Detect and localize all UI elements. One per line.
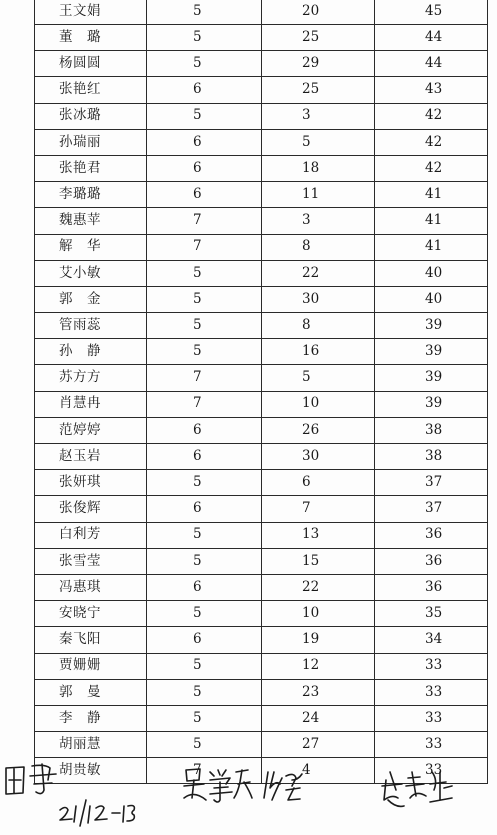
- table-row: [35, 679, 488, 705]
- table-row: [35, 25, 488, 51]
- score-col-2-cell: 24: [262, 705, 375, 731]
- score-col-1-cell: 5: [147, 601, 262, 627]
- score-col-1-cell: 5: [147, 653, 262, 679]
- signature-date: [60, 800, 134, 826]
- score-col-3-cell: 43: [375, 77, 488, 103]
- table-row: [35, 182, 488, 208]
- score-col-3-cell: 39: [375, 313, 488, 339]
- score-col-2-cell: 12: [262, 653, 375, 679]
- score-col-1-cell: 6: [147, 496, 262, 522]
- table-row: [35, 155, 488, 181]
- score-col-1-cell: 5: [147, 51, 262, 77]
- score-col-2-cell: 6: [262, 470, 375, 496]
- score-col-1-cell: 5: [147, 732, 262, 758]
- student-name-cell: 范婷婷: [35, 417, 147, 443]
- score-col-3-cell: 39: [375, 391, 488, 417]
- student-name-cell: 李 静: [35, 705, 147, 731]
- score-col-1-cell: 6: [147, 77, 262, 103]
- student-name-cell: 艾小敏: [35, 260, 147, 286]
- table-row: [35, 574, 488, 600]
- score-col-2-cell: 4: [262, 758, 375, 784]
- score-col-2-cell: 30: [262, 286, 375, 312]
- score-col-1-cell: 5: [147, 705, 262, 731]
- score-col-3-cell: 38: [375, 444, 488, 470]
- score-col-1-cell: 5: [147, 260, 262, 286]
- score-col-1-cell: 6: [147, 129, 262, 155]
- table-row: [35, 260, 488, 286]
- table-row: [35, 0, 488, 25]
- table-row: [35, 208, 488, 234]
- score-col-1-cell: 6: [147, 417, 262, 443]
- table-row: [35, 627, 488, 653]
- score-col-2-cell: 27: [262, 732, 375, 758]
- score-col-3-cell: 33: [375, 732, 488, 758]
- score-col-1-cell: 5: [147, 548, 262, 574]
- table-row: [35, 286, 488, 312]
- score-col-1-cell: 5: [147, 522, 262, 548]
- student-name-cell: 冯惠琪: [35, 574, 147, 600]
- student-name-cell: 肖慧冉: [35, 391, 147, 417]
- score-col-1-cell: 7: [147, 234, 262, 260]
- score-col-1-cell: 5: [147, 339, 262, 365]
- score-col-3-cell: 40: [375, 260, 488, 286]
- student-name-cell: 张艳红: [35, 77, 147, 103]
- table-row: [35, 653, 488, 679]
- score-col-1-cell: 6: [147, 155, 262, 181]
- score-col-3-cell: 36: [375, 522, 488, 548]
- score-col-3-cell: 39: [375, 365, 488, 391]
- score-col-3-cell: 33: [375, 705, 488, 731]
- score-col-1-cell: 7: [147, 391, 262, 417]
- student-name-cell: 苏方方: [35, 365, 147, 391]
- score-col-3-cell: 36: [375, 574, 488, 600]
- student-name-cell: 李璐璐: [35, 182, 147, 208]
- score-col-1-cell: 6: [147, 574, 262, 600]
- score-col-2-cell: 5: [262, 129, 375, 155]
- score-col-3-cell: 41: [375, 208, 488, 234]
- score-col-1-cell: 7: [147, 208, 262, 234]
- score-col-3-cell: 35: [375, 601, 488, 627]
- student-name-cell: 张俊辉: [35, 496, 147, 522]
- student-name-cell: 魏惠苹: [35, 208, 147, 234]
- signature-2: [184, 769, 302, 802]
- score-col-1-cell: 5: [147, 313, 262, 339]
- table-row: [35, 470, 488, 496]
- score-col-2-cell: 22: [262, 260, 375, 286]
- score-col-1-cell: 5: [147, 25, 262, 51]
- score-col-3-cell: 39: [375, 339, 488, 365]
- table-row: [35, 51, 488, 77]
- score-col-3-cell: 37: [375, 496, 488, 522]
- score-col-2-cell: 15: [262, 548, 375, 574]
- signature-area: [0, 750, 497, 835]
- score-col-2-cell: 19: [262, 627, 375, 653]
- table-row: [35, 601, 488, 627]
- table-row: [35, 103, 488, 129]
- score-col-1-cell: 5: [147, 679, 262, 705]
- student-name-cell: 安晓宁: [35, 601, 147, 627]
- score-col-2-cell: 3: [262, 103, 375, 129]
- score-col-3-cell: 44: [375, 51, 488, 77]
- student-name-cell: 解 华: [35, 234, 147, 260]
- handwritten-signatures: [0, 750, 497, 835]
- score-col-3-cell: 33: [375, 653, 488, 679]
- score-col-2-cell: 25: [262, 77, 375, 103]
- score-col-2-cell: 16: [262, 339, 375, 365]
- student-name-cell: 张妍琪: [35, 470, 147, 496]
- score-col-2-cell: 23: [262, 679, 375, 705]
- score-col-2-cell: 26: [262, 417, 375, 443]
- table-row: [35, 548, 488, 574]
- signature-1: [6, 764, 56, 794]
- score-col-1-cell: 6: [147, 444, 262, 470]
- student-name-cell: 董 璐: [35, 25, 147, 51]
- score-col-1-cell: 5: [147, 286, 262, 312]
- student-name-cell: 胡贵敏: [35, 758, 147, 784]
- score-col-3-cell: 44: [375, 25, 488, 51]
- score-col-3-cell: 41: [375, 182, 488, 208]
- score-col-1-cell: 6: [147, 627, 262, 653]
- score-table-body: [35, 0, 488, 784]
- student-name-cell: 张雪莹: [35, 548, 147, 574]
- score-col-3-cell: 40: [375, 286, 488, 312]
- score-col-1-cell: 7: [147, 365, 262, 391]
- score-col-3-cell: 36: [375, 548, 488, 574]
- score-col-2-cell: 8: [262, 313, 375, 339]
- score-col-3-cell: 33: [375, 679, 488, 705]
- score-col-2-cell: 18: [262, 155, 375, 181]
- table-row: [35, 339, 488, 365]
- score-col-2-cell: 10: [262, 601, 375, 627]
- score-col-2-cell: 10: [262, 391, 375, 417]
- student-name-cell: 贾姗姗: [35, 653, 147, 679]
- table-row: [35, 417, 488, 443]
- table-row: [35, 496, 488, 522]
- table-row: [35, 391, 488, 417]
- score-col-2-cell: 5: [262, 365, 375, 391]
- table-row: [35, 522, 488, 548]
- table-row: [35, 705, 488, 731]
- score-col-2-cell: 11: [262, 182, 375, 208]
- score-col-3-cell: 37: [375, 470, 488, 496]
- score-col-3-cell: 33: [375, 758, 488, 784]
- score-col-3-cell: 41: [375, 234, 488, 260]
- table-row: [35, 77, 488, 103]
- score-col-3-cell: 42: [375, 103, 488, 129]
- student-name-cell: 孙 静: [35, 339, 147, 365]
- score-col-2-cell: 25: [262, 25, 375, 51]
- score-col-2-cell: 8: [262, 234, 375, 260]
- student-name-cell: 王文娟: [35, 0, 147, 25]
- score-col-3-cell: 42: [375, 129, 488, 155]
- signature-3: [382, 772, 452, 806]
- table-row: [35, 129, 488, 155]
- student-name-cell: 张冰璐: [35, 103, 147, 129]
- score-col-1-cell: 7: [147, 758, 262, 784]
- score-col-3-cell: 38: [375, 417, 488, 443]
- score-col-3-cell: 34: [375, 627, 488, 653]
- score-col-2-cell: 3: [262, 208, 375, 234]
- student-name-cell: 孙瑞丽: [35, 129, 147, 155]
- score-col-2-cell: 30: [262, 444, 375, 470]
- student-name-cell: 胡丽慧: [35, 732, 147, 758]
- table-row: [35, 365, 488, 391]
- student-name-cell: 白利芳: [35, 522, 147, 548]
- score-col-1-cell: 5: [147, 0, 262, 25]
- score-col-3-cell: 42: [375, 155, 488, 181]
- student-name-cell: 杨圆圆: [35, 51, 147, 77]
- table-row: [35, 313, 488, 339]
- student-name-cell: 郭 曼: [35, 679, 147, 705]
- score-col-1-cell: 5: [147, 470, 262, 496]
- table-row: [35, 234, 488, 260]
- student-name-cell: 秦飞阳: [35, 627, 147, 653]
- score-col-2-cell: 13: [262, 522, 375, 548]
- score-col-3-cell: 45: [375, 0, 488, 25]
- score-col-1-cell: 6: [147, 182, 262, 208]
- score-col-2-cell: 20: [262, 0, 375, 25]
- student-name-cell: 张艳君: [35, 155, 147, 181]
- student-name-cell: 郭 金: [35, 286, 147, 312]
- score-col-1-cell: 5: [147, 103, 262, 129]
- score-col-2-cell: 22: [262, 574, 375, 600]
- student-name-cell: 赵玉岩: [35, 444, 147, 470]
- table-row: [35, 444, 488, 470]
- score-table: [34, 0, 488, 784]
- student-name-cell: 管雨蕊: [35, 313, 147, 339]
- score-col-2-cell: 7: [262, 496, 375, 522]
- score-col-2-cell: 29: [262, 51, 375, 77]
